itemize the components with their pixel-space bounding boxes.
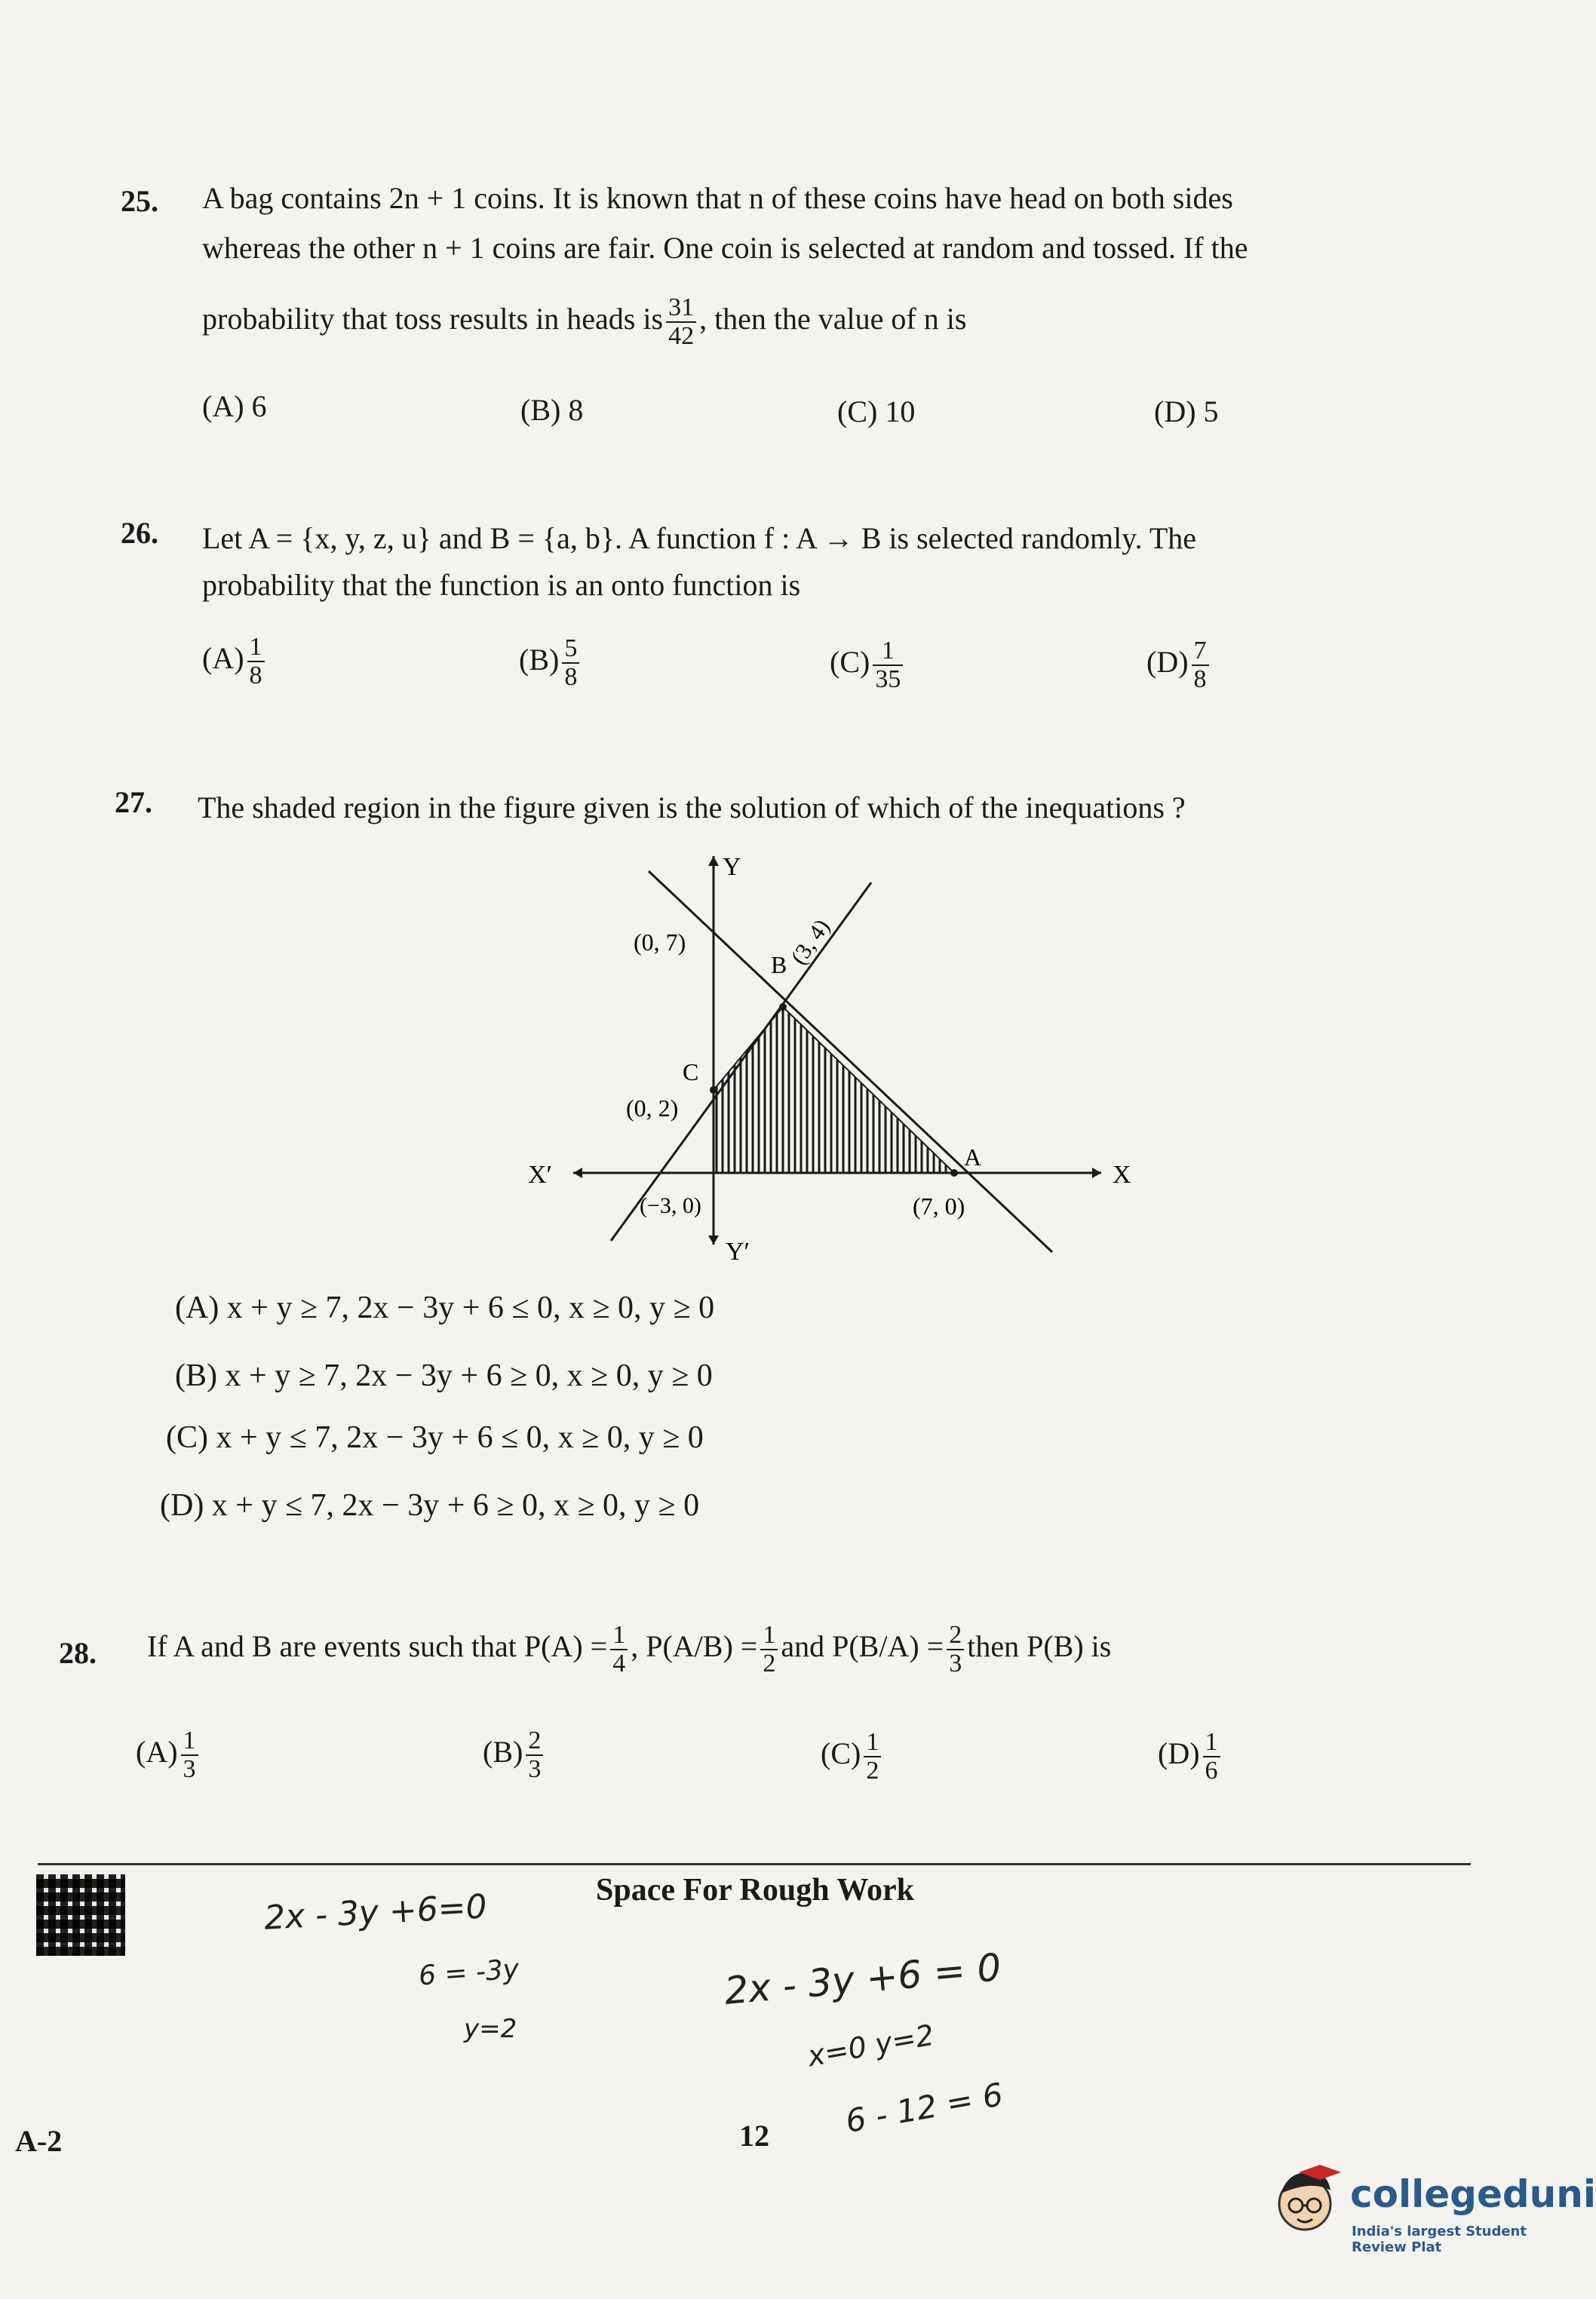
x-axis-arrow [1092, 1168, 1101, 1178]
handwriting-6: 6 - 12 = 6 [843, 2076, 1006, 2140]
handwriting-4: 2x - 3y +6 = 0 [723, 1945, 1003, 2013]
q28-option-d [1158, 1729, 1223, 1785]
q27-option-b: (B) x + y ≥ 7, 2x − 3y + 6 ≥ 0, x ≥ 0, y ≥ 0 [175, 1358, 713, 1393]
q28-option-a-num: 1 [181, 1727, 198, 1756]
q27-number: 27. [115, 785, 152, 819]
q27-figure [528, 837, 1131, 1275]
q28-option-b-den: 3 [528, 1755, 542, 1783]
label-0-7: (0, 7) [634, 929, 686, 956]
q28-option-c [821, 1729, 884, 1785]
q26-option-d [1146, 637, 1212, 693]
shaded-region [714, 1007, 954, 1173]
q28-option-c-den: 2 [866, 1757, 879, 1785]
q28-option-b [483, 1727, 546, 1783]
rough-work-title: Space For Rough Work [596, 1873, 915, 1908]
logo-name: collegeduni [1350, 2172, 1596, 2216]
q26-option-c-num: 1 [873, 637, 903, 666]
q25-option-b: (B) 8 [520, 393, 584, 427]
page-number: 12 [739, 2119, 769, 2153]
q28-mid1: , P(A/B) = [631, 1629, 758, 1664]
q28-option-b-label: (B) [483, 1735, 523, 1770]
q28-option-d-label: (D) [1158, 1736, 1200, 1771]
label-c: C [683, 1058, 699, 1085]
y-neg-axis-label: Y′ [726, 1238, 750, 1266]
q26-option-b-label: (B) [519, 643, 560, 677]
q25-line3 [202, 294, 966, 350]
label-a: A [964, 1143, 982, 1171]
q25-option-a: (A) 6 [202, 389, 267, 423]
x-neg-axis-label: X′ [528, 1161, 552, 1189]
q27-text: The shaded region in the figure given is the solution of which of the inequations ? [198, 790, 1186, 824]
q28-text [147, 1622, 1111, 1677]
label-b: B [771, 951, 787, 978]
q28-pre: If A and B are events such that P(A) = [147, 1629, 608, 1664]
y-axis-arrow [708, 856, 719, 866]
point-c [710, 1086, 717, 1094]
q25-fraction [666, 294, 696, 350]
q26-option-c [830, 637, 906, 693]
point-b [779, 1003, 787, 1011]
q28-f2-num: 1 [760, 1622, 778, 1650]
q25-number: 25. [121, 184, 158, 218]
q27-option-d: (D) x + y ≤ 7, 2x − 3y + 6 ≥ 0, x ≥ 0, y ≥ 0 [160, 1488, 700, 1523]
label-0-2: (0, 2) [626, 1094, 679, 1122]
q26-option-b-num: 5 [562, 635, 579, 664]
q28-f3-num: 2 [947, 1622, 964, 1650]
handwriting-2: 6 = -3y [417, 1954, 520, 1992]
q26-line1: Let A = {x, y, z, u} and B = {a, b}. A function f : A → B is selected randomly. The [202, 521, 1197, 555]
q26-option-c-den: 35 [875, 665, 901, 693]
handwriting-3: y=2 [464, 2014, 517, 2044]
q26-line2: probability that the function is an onto function is [202, 568, 801, 602]
q28-option-a [136, 1727, 201, 1783]
paper-code: A-2 [15, 2124, 63, 2158]
q28-option-d-num: 1 [1203, 1729, 1220, 1757]
q28-option-c-label: (C) [821, 1736, 861, 1771]
q26-option-d-den: 8 [1193, 665, 1207, 693]
logo-tagline: India's largest Student Review Plat [1352, 2224, 1527, 2255]
q28-option-c-num: 1 [864, 1729, 881, 1757]
q28-mid2: and P(B/A) = [781, 1629, 944, 1664]
q26-number: 26. [121, 516, 158, 550]
q28-option-a-label: (A) [136, 1735, 178, 1770]
q28-number: 28. [59, 1636, 97, 1670]
q28-f3-den: 3 [949, 1650, 962, 1677]
q25-option-d: (D) 5 [1154, 394, 1219, 428]
q28-f1-den: 4 [612, 1650, 626, 1677]
q26-option-b [519, 635, 582, 691]
q28-f2-den: 2 [763, 1650, 776, 1677]
datamatrix-code [36, 1874, 125, 1956]
label-3-4: (3, 4) [786, 914, 835, 969]
q25-line3-post: , then the value of n is [699, 302, 967, 336]
y-neg-axis-arrow [708, 1235, 719, 1245]
q26-option-d-num: 7 [1192, 637, 1209, 666]
point-a [950, 1169, 958, 1177]
q27-option-c: (C) x + y ≤ 7, 2x − 3y + 6 ≤ 0, x ≥ 0, y ≥ 0 [166, 1420, 704, 1455]
q27-option-a: (A) x + y ≥ 7, 2x − 3y + 6 ≤ 0, x ≥ 0, y ≥ 0 [175, 1291, 715, 1325]
y-axis-label: Y [723, 853, 741, 881]
q28-f1-num: 1 [610, 1622, 628, 1650]
label-7-0: (7, 0) [913, 1192, 965, 1220]
q25-line3-pre: probability that toss results in heads is [202, 302, 664, 336]
line-x-plus-y-7 [649, 871, 1052, 1252]
q28-option-d-den: 6 [1205, 1757, 1218, 1785]
q28-option-b-num: 2 [526, 1727, 543, 1756]
q25-line2: whereas the other n + 1 coins are fair. One coin is selected at random and tossed. If the [202, 231, 1248, 265]
q26-option-b-den: 8 [564, 663, 578, 691]
handwriting-5: x=0 y=2 [805, 2018, 937, 2073]
q26-option-c-label: (C) [830, 645, 870, 680]
mascot-icon [1267, 2157, 1343, 2240]
q25-option-c: (C) 10 [837, 394, 916, 428]
q26-option-a-den: 8 [249, 661, 262, 689]
q25-line1: A bag contains 2n + 1 coins. It is known that n of these coins have head on both sides [202, 181, 1233, 215]
q28-option-a-den: 3 [183, 1755, 196, 1783]
x-axis-label: X [1113, 1161, 1131, 1189]
q26-option-a-num: 1 [247, 634, 265, 662]
handwriting-1: 2x - 3y +6=0 [262, 1887, 488, 1938]
q25-frac-den: 42 [668, 322, 695, 350]
rough-work-divider [38, 1863, 1471, 1865]
q26-option-a [202, 634, 268, 689]
x-neg-axis-arrow [573, 1168, 582, 1178]
q25-frac-num: 31 [666, 294, 696, 323]
q26-option-d-label: (D) [1146, 645, 1189, 680]
label-minus3-0: (−3, 0) [640, 1193, 701, 1218]
q28-post: then P(B) is [967, 1629, 1112, 1664]
q26-option-a-label: (A) [202, 641, 244, 676]
